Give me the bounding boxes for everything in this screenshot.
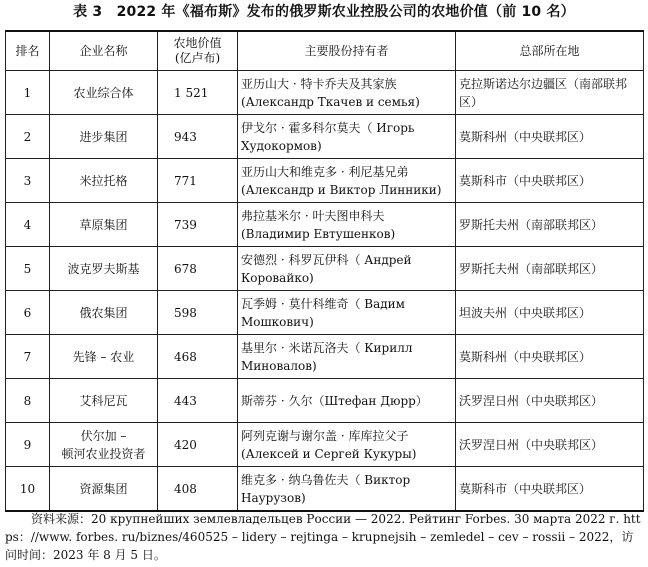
company-cell: [50, 247, 158, 291]
table-row: [6, 115, 644, 159]
table-row: [6, 467, 644, 512]
holder-cell: [238, 335, 456, 379]
rank-cell: 6: [6, 291, 50, 335]
holder-line2: (Алексей и Сергей Кукуры): [241, 446, 417, 461]
rank-cell: 9: [6, 423, 50, 467]
rank-cell: 8: [6, 379, 50, 423]
holder-line2: (Александр и Виктор Линники): [241, 182, 442, 197]
holder-cell: [238, 159, 456, 203]
value-cell: 943: [158, 115, 238, 159]
company-cell: [50, 379, 158, 423]
holder-line2: (Владимир Евтушенков): [241, 226, 396, 241]
holder-line1: 亚历山大 · 特卡乔夫及其家族: [241, 76, 397, 91]
holder-cell: [238, 467, 456, 512]
company-cell: [50, 159, 158, 203]
table-row: [6, 203, 644, 247]
company-cell: [50, 335, 158, 379]
header-company: 企业名称: [50, 31, 158, 71]
hq-cell: 莫斯科市（中央联邦区）: [456, 159, 644, 203]
hq-cell: 罗斯托夫州（南部联邦区）: [456, 247, 644, 291]
holder-cell: [238, 379, 456, 423]
hq-cell: 沃罗涅日州（中央联邦区）: [456, 379, 644, 423]
holder-cell: [238, 291, 456, 335]
header-value-line2: (亿卢布): [174, 51, 221, 65]
company-cell: [50, 291, 158, 335]
header-value: [158, 31, 238, 71]
holder-cell: [238, 115, 456, 159]
header-value-line1: 农地价值: [173, 36, 222, 50]
company-name: 草原集团: [79, 217, 128, 232]
company-name: 艾科尼瓦: [79, 393, 128, 408]
table-row: [6, 423, 644, 467]
holder-line2: Наурузов): [241, 490, 306, 505]
rank-cell: 3: [6, 159, 50, 203]
holder-line1: 基里尔 · 米诺瓦洛夫（ Кирилл: [241, 340, 413, 355]
hq-cell: 莫斯科州（中央联邦区）: [456, 335, 644, 379]
company-name: 伏尔加 –: [80, 428, 127, 443]
company-name: 农业综合体: [73, 85, 134, 100]
company-name: 俄农集团: [79, 305, 128, 320]
holder-line1: 瓦季姆 · 莫什科维奇（ Вадим: [241, 296, 405, 311]
company-cell: [50, 423, 158, 467]
holder-line1: 伊戈尔 · 霍多科尔莫夫（ Игорь: [241, 120, 415, 135]
value-cell: 598: [158, 291, 238, 335]
hq-cell: 莫斯科市（中央联邦区）: [456, 467, 644, 512]
value-cell: 678: [158, 247, 238, 291]
value-cell: 468: [158, 335, 238, 379]
holder-line1: 弗拉基米尔 · 叶夫图申科夫: [241, 208, 385, 223]
rank-cell: 1: [6, 71, 50, 115]
value-cell: 1 521: [158, 71, 238, 115]
holder-line2: Худокормов): [241, 138, 322, 153]
hq-cell: 克拉斯诺达尔边疆区（南部联邦区）: [456, 71, 644, 115]
holder-cell: [238, 71, 456, 115]
holder-line2: Коровайко): [241, 270, 314, 285]
table-row: [6, 71, 644, 115]
table-row: [6, 291, 644, 335]
rank-cell: 10: [6, 467, 50, 512]
holder-line2: (Александр Ткачев и семья): [241, 94, 420, 109]
hq-cell: 沃罗涅日州（中央联邦区）: [456, 423, 644, 467]
holder-cell: [238, 203, 456, 247]
table-row: [6, 379, 644, 423]
holder-cell: [238, 247, 456, 291]
hq-cell: 坦波夫州（中央联邦区）: [456, 291, 644, 335]
holder-line2: Миновалов): [241, 358, 317, 373]
company-name-line2: 顿河农业投资者: [61, 446, 146, 461]
header-hq: 总部所在地: [456, 31, 644, 71]
value-cell: 443: [158, 379, 238, 423]
rank-cell: 4: [6, 203, 50, 247]
header-holder: 主要股份持有者: [238, 31, 456, 71]
rank-cell: 2: [6, 115, 50, 159]
table-row: [6, 335, 644, 379]
company-name: 先锋 – 农业: [72, 349, 135, 364]
hq-cell: 莫斯科州（中央联邦区）: [456, 115, 644, 159]
company-name: 资源集团: [79, 481, 128, 496]
holder-line2: Мошкович): [241, 314, 314, 329]
source-note: 资料来源：20 крупнейших землевладельцев России — 2022. Рейтинг Forbes. 30 марта 2022 г. https：//www. forbes. ru/biznes/460525 – lidery – rejtinga – krupnejsih – zemledel – cev – rossii – 2022，访问时间：2023 年 8 月 5 日。: [5, 512, 641, 562]
company-cell: [50, 203, 158, 247]
company-name: 进步集团: [79, 129, 128, 144]
holder-line1: 亚历山大和维克多 · 利尼基兄弟: [241, 164, 409, 179]
value-cell: 739: [158, 203, 238, 247]
land-value-table: [5, 30, 644, 512]
value-cell: 771: [158, 159, 238, 203]
table-row: [6, 247, 644, 291]
table-title: 表 3 2022 年《福布斯》发布的俄罗斯农业控股公司的农地价值（前 10 名）: [73, 4, 575, 20]
table-row: [6, 159, 644, 203]
value-cell: 408: [158, 467, 238, 512]
rank-cell: 7: [6, 335, 50, 379]
company-name: 米拉托格: [79, 173, 128, 188]
company-name: 波克罗夫斯基: [67, 261, 140, 276]
company-cell: [50, 71, 158, 115]
holder-line1: 斯蒂芬 · 久尔（Штефан Дюрр）: [241, 393, 428, 408]
value-cell: 420: [158, 423, 238, 467]
holder-cell: [238, 423, 456, 467]
header-row: [6, 31, 644, 71]
company-cell: [50, 467, 158, 512]
rank-cell: 5: [6, 247, 50, 291]
hq-cell: 罗斯托夫州（南部联邦区）: [456, 203, 644, 247]
header-rank: 排名: [6, 31, 50, 71]
company-cell: [50, 115, 158, 159]
holder-line1: 维克多 · 纳乌鲁佐夫（ Виктор: [241, 472, 411, 487]
holder-line1: 安德烈 · 科罗瓦伊科（ Андрей: [241, 252, 412, 267]
holder-line1: 阿列克谢与谢尔盖 · 库库拉父子: [241, 428, 409, 443]
